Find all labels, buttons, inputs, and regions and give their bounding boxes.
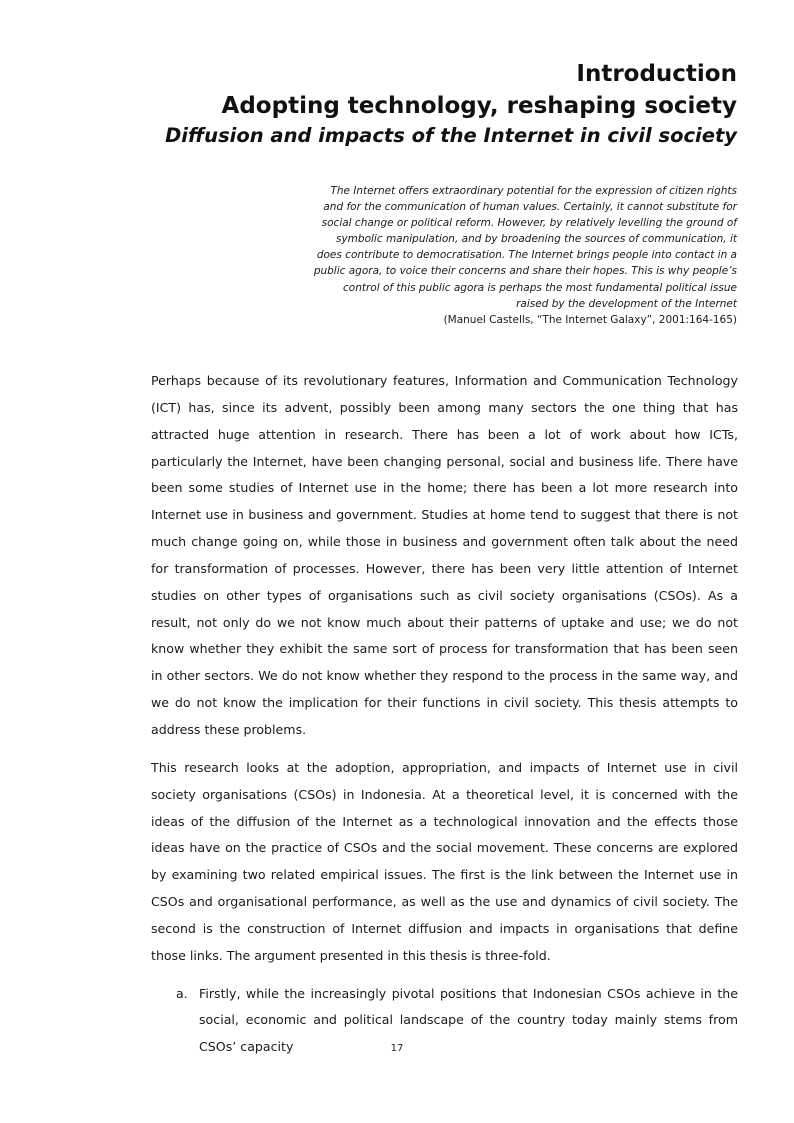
chapter-title-secondary: Adopting technology, reshaping society (221, 93, 737, 119)
chapter-title: Introduction (576, 61, 737, 87)
epigraph-quote (297, 183, 737, 328)
epigraph-line: social change or political reform. However, by relatively levelling the ground of (321, 217, 737, 230)
page-number: 17 (390, 1043, 404, 1054)
epigraph-citation: (Manuel Castells, “The Internet Galaxy”, 2001:164-165) (443, 313, 737, 326)
body-text (151, 368, 738, 1061)
epigraph-line: control of this public agora is perhaps the most fundamental political issue (343, 281, 737, 294)
chapter-heading (137, 58, 737, 150)
body-paragraph-2: This research looks at the adoption, appropriation, and impacts of Internet use in civil society organisations (CSOs) in Indonesia. At a theoretical level, it is concerned with the ideas of the diffusion of the Internet as a technological innovation and the effects those ideas have on the practice of CSOs and the social movement. These concerns are explored by examining two related empirical issues. The first is the link between the Internet use in CSOs and organisational performance, as well as the use and dynamics of civil society. The second is the construction of Internet diffusion and impacts in organisations that define those links. The argument presented in this thesis is three-fold. (151, 759, 738, 963)
list-item-text: Firstly, while the increasingly pivotal positions that Indonesian CSOs achieve in the social, economic and political landscape of the country today mainly stems from CSOs’ capacity (199, 985, 738, 1055)
epigraph-line: and for the communication of human values. Certainly, it cannot substitute for (323, 201, 737, 214)
epigraph-line: public agora, to voice their concerns and share their hopes. This is why people’s (313, 265, 737, 278)
epigraph-line: The Internet offers extraordinary potential for the expression of citizen rights (330, 185, 737, 197)
epigraph-line: symbolic manipulation, and by broadening the sources of communication, it (336, 233, 737, 246)
epigraph-line: raised by the development of the Internet (516, 297, 737, 310)
body-paragraph-1: Perhaps because of its revolutionary features, Information and Communication Technology (ICT) has, since its advent, possibly been among many sectors the one thing that has attracted huge attention in research. There has been a lot of work about how ICTs, particularly the Internet, have been changing personal, social and business life. There have been some studies of Internet use in the home; there has been a lot more research into Internet use in business and government. Studies at home tend to suggest that there is not much change going on, while those in business and government often talk about the need for transformation of processes. However, there has been very little attention of Internet studies on other types of organisations such as civil society organisations (CSOs). As a result, not only do we not know much about their patterns of uptake and use; we do not know whether they exhibit the same sort of process for transformation that has been seen in other sectors. We do not know whether they respond to the process in the same way, and we do not know the implication for their functions in civil society. This thesis attempts to address these problems. (151, 373, 738, 737)
list-marker: a. (176, 985, 188, 1001)
epigraph-line: does contribute to democratisation. The Internet brings people into contact in a (316, 249, 737, 262)
chapter-subtitle: Diffusion and impacts of the Internet in civil society (165, 124, 737, 147)
